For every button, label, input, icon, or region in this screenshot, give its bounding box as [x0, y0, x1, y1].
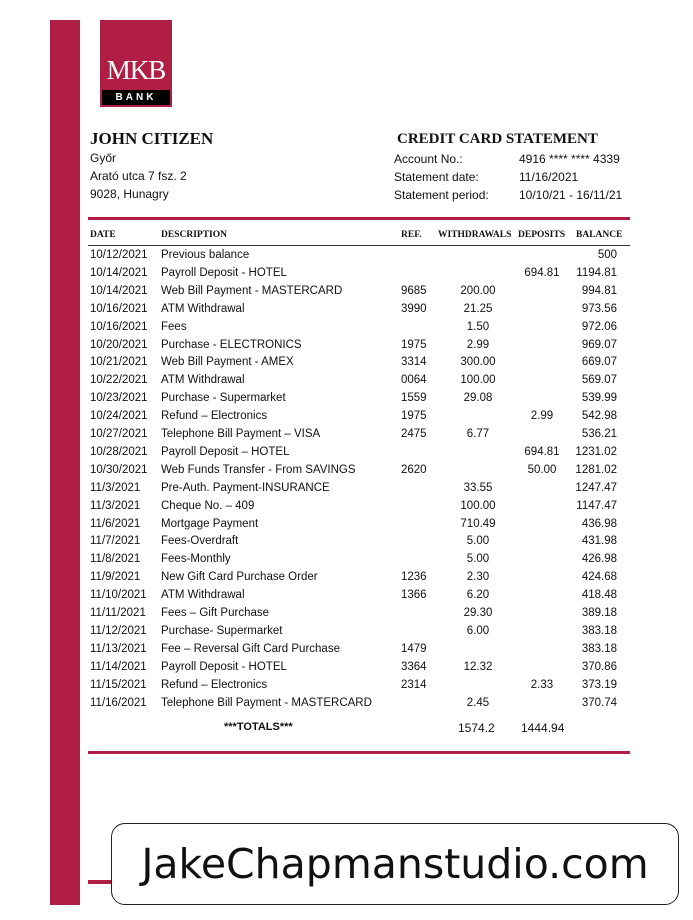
cell-date: 11/3/2021: [90, 499, 141, 512]
cell-date: 11/11/2021: [90, 607, 146, 619]
cell-date: 11/8/2021: [90, 553, 141, 566]
logo-bank-text: BANK: [102, 90, 170, 105]
cell-description: Fees: [161, 320, 187, 333]
statement-date-value: 11/16/2021: [519, 170, 579, 184]
cell-balance: 389.18: [581, 607, 617, 619]
cell-withdrawal: 6.77: [466, 428, 490, 440]
cell-balance: 972.06: [581, 320, 617, 333]
totals-label: ***TOTALS***: [224, 721, 293, 733]
cell-balance: 1194.81: [576, 266, 617, 279]
cell-description: Web Bill Payment - AMEX: [161, 356, 294, 369]
cell-balance: 500: [597, 249, 617, 261]
address-line: Arató utca 7 fsz. 2: [90, 169, 187, 183]
cell-deposit: 2.33: [530, 678, 554, 691]
table-row: [0, 553, 693, 571]
col-header-date: DATE: [90, 230, 116, 240]
cell-date: 11/9/2021: [90, 571, 141, 584]
cell-date: 10/16/2021: [90, 320, 148, 333]
cell-balance: 383.18: [581, 624, 617, 637]
cell-withdrawal: 2.45: [466, 696, 490, 709]
cell-withdrawal: 12.32: [463, 660, 493, 673]
table-row: [0, 625, 693, 643]
cell-balance: 1247.47: [575, 481, 617, 494]
cell-description: Web Bill Payment - MASTERCARD: [161, 284, 343, 297]
cell-withdrawal: 1.50: [466, 320, 490, 333]
cell-description: Mortgage Payment: [161, 517, 259, 530]
address-line: 9028, Hunagry: [90, 187, 169, 201]
table-row: [0, 339, 693, 357]
cell-description: ATM Withdrawal: [161, 302, 245, 315]
cell-withdrawal: 29.08: [463, 392, 493, 405]
col-header-ref: REF.: [401, 230, 422, 240]
cell-date: 10/27/2021: [90, 428, 148, 440]
cell-description: Cheque No. – 409: [161, 499, 255, 512]
table-row: [0, 249, 693, 267]
cell-ref: 2475: [401, 428, 427, 440]
cell-withdrawal: 2.30: [466, 571, 490, 584]
cell-withdrawal: 5.00: [466, 535, 490, 548]
cell-date: 10/14/2021: [90, 284, 148, 297]
cell-date: 11/14/2021: [90, 660, 147, 673]
cell-date: 10/23/2021: [90, 392, 148, 405]
table-header-divider: [88, 245, 630, 246]
cell-ref: 3364: [401, 660, 427, 673]
table-row: [0, 374, 693, 392]
cell-withdrawal: 33.55: [463, 481, 493, 494]
cell-description: Payroll Deposit - HOTEL: [161, 266, 287, 279]
cell-date: 11/6/2021: [90, 517, 141, 530]
cell-deposit: 2.99: [530, 410, 554, 423]
cell-withdrawal: 100.00: [460, 374, 496, 387]
cell-date: 10/22/2021: [90, 374, 148, 387]
cell-date: 11/13/2021: [90, 642, 147, 655]
cell-withdrawal: 300.00: [460, 356, 496, 369]
col-header-balance: BALANCE: [576, 230, 623, 240]
cell-balance: 436.98: [581, 517, 617, 530]
account-label: Account No.:: [394, 152, 463, 166]
cell-deposit: 694.81: [524, 266, 560, 279]
table-row: [0, 535, 693, 553]
cell-withdrawal: 100.00: [460, 499, 496, 512]
address-line: Győr: [90, 151, 117, 165]
cell-date: 10/16/2021: [90, 302, 148, 315]
statement-period-label: Statement period:: [394, 188, 489, 202]
account-value: 4916 **** **** 4339: [519, 152, 620, 166]
cell-date: 10/24/2021: [90, 410, 148, 423]
cell-balance: 373.19: [581, 678, 617, 691]
cell-withdrawal: 6.20: [466, 589, 490, 602]
cell-description: ATM Withdrawal: [161, 374, 245, 387]
cell-description: Payroll Deposit - HOTEL: [161, 660, 287, 673]
watermark-banner: JakeChapmanstudio.com: [111, 823, 679, 905]
cell-date: 10/14/2021: [90, 266, 148, 279]
cell-ref: 2314: [401, 678, 427, 691]
cell-balance: 969.07: [581, 338, 617, 351]
cell-date: 10/21/2021: [90, 356, 148, 369]
table-row: [0, 410, 693, 428]
cell-description: Payroll Deposit – HOTEL: [161, 445, 290, 458]
cell-balance: 383.18: [581, 642, 617, 655]
table-row: [0, 607, 693, 625]
cell-balance: 569.07: [581, 374, 617, 387]
col-header-withdrawals: WITHDRAWALS: [438, 230, 512, 240]
cell-date: 11/15/2021: [90, 678, 147, 691]
cell-description: Telephone Bill Payment – VISA: [161, 428, 321, 440]
cell-ref: 0064: [401, 374, 427, 387]
table-row: [0, 482, 693, 500]
table-row: [0, 321, 693, 339]
totals-withdrawals: 1574.2: [458, 721, 495, 735]
cell-description: Fee – Reversal Gift Card Purchase: [161, 642, 340, 655]
cell-ref: 1559: [401, 392, 427, 405]
cell-description: ATM Withdrawal: [161, 589, 245, 602]
cell-withdrawal: 5.00: [466, 553, 490, 566]
cell-ref: 1366: [401, 589, 427, 602]
cell-deposit: 50.00: [527, 463, 557, 476]
statement-date-label: Statement date:: [394, 170, 479, 184]
cell-description: Purchase - ELECTRONICS: [161, 338, 302, 351]
table-row: [0, 392, 693, 410]
cell-description: Pre-Auth. Payment-INSURANCE: [161, 481, 330, 494]
cell-balance: 669.07: [581, 356, 617, 369]
statement-period-value: 10/10/21 - 16/11/21: [519, 188, 623, 202]
statement-title: CREDIT CARD STATEMENT: [397, 131, 598, 147]
cell-description: Web Funds Transfer - From SAVINGS: [161, 463, 356, 476]
cell-description: New Gift Card Purchase Order: [161, 571, 318, 584]
cell-balance: 539.99: [581, 392, 617, 405]
table-row: [0, 267, 693, 285]
cell-balance: 431.98: [581, 535, 617, 548]
cell-description: Fees – Gift Purchase: [161, 607, 270, 619]
cell-balance: 370.74: [581, 696, 617, 709]
cell-ref: 3990: [401, 302, 427, 315]
logo-mark: MKB: [106, 55, 166, 85]
cell-date: 11/3/2021: [90, 481, 141, 494]
cell-ref: 9685: [401, 284, 427, 297]
cell-deposit: 694.81: [524, 445, 560, 458]
cell-ref: 2620: [401, 463, 427, 476]
cell-balance: 418.48: [581, 589, 617, 602]
table-row: [0, 464, 693, 482]
cell-ref: 1479: [401, 642, 427, 655]
cell-balance: 426.98: [581, 553, 617, 566]
cell-balance: 542.98: [581, 410, 617, 423]
table-row: [0, 589, 693, 607]
col-header-deposits: DEPOSITS: [518, 230, 565, 240]
cell-date: 11/10/2021: [90, 589, 147, 602]
cell-withdrawal: 200.00: [460, 284, 496, 297]
cell-balance: 536.21: [581, 428, 617, 440]
cell-balance: 424.68: [581, 571, 617, 584]
col-header-description: DESCRIPTION: [161, 230, 227, 240]
footer-divider: [88, 751, 630, 754]
table-row: [0, 356, 693, 374]
table-row: [0, 428, 693, 446]
cell-withdrawal: 21.25: [463, 302, 493, 315]
cell-withdrawal: 2.99: [466, 338, 490, 351]
cell-ref: 1975: [401, 338, 427, 351]
cell-ref: 3314: [401, 356, 427, 369]
cell-balance: 973.56: [581, 302, 617, 315]
table-row: [0, 697, 693, 715]
bank-logo: [100, 20, 172, 107]
cell-ref: 1975: [401, 410, 427, 423]
cell-date: 10/12/2021: [90, 249, 148, 261]
table-row: [0, 643, 693, 661]
cell-withdrawal: 6.00: [466, 624, 490, 637]
cell-balance: 1281.02: [575, 463, 617, 476]
cell-description: Previous balance: [161, 249, 250, 261]
cell-date: 10/30/2021: [90, 463, 148, 476]
cell-description: Refund – Electronics: [161, 678, 268, 691]
cell-balance: 370.86: [581, 660, 617, 673]
cell-date: 11/7/2021: [90, 535, 141, 548]
cell-description: Purchase - Supermarket: [161, 392, 286, 405]
table-row: [0, 661, 693, 679]
table-row: [0, 500, 693, 518]
customer-name: JOHN CITIZEN: [90, 129, 214, 148]
cell-date: 10/20/2021: [90, 338, 148, 351]
table-row: [0, 571, 693, 589]
cell-description: Telephone Bill Payment - MASTERCARD: [161, 696, 372, 709]
cell-balance: 1147.47: [576, 499, 617, 512]
header-divider: [88, 217, 630, 220]
cell-date: 11/16/2021: [90, 696, 147, 709]
cell-balance: 1231.02: [575, 445, 617, 458]
table-row: [0, 303, 693, 321]
cell-date: 11/12/2021: [90, 624, 147, 637]
cell-date: 10/28/2021: [90, 445, 148, 458]
cell-withdrawal: 29.30: [463, 607, 493, 619]
cell-balance: 994.81: [581, 284, 617, 297]
cell-description: Fees-Overdraft: [161, 535, 239, 548]
cell-withdrawal: 710.49: [460, 517, 496, 530]
cell-ref: 1236: [401, 571, 427, 584]
cell-description: Purchase- Supermarket: [161, 624, 283, 637]
table-row: [0, 285, 693, 303]
table-row: [0, 446, 693, 464]
cell-description: Fees-Monthly: [161, 553, 231, 566]
table-row: [0, 518, 693, 536]
totals-deposits: 1444.94: [521, 721, 565, 735]
table-row: [0, 679, 693, 697]
cell-description: Refund – Electronics: [161, 410, 268, 423]
